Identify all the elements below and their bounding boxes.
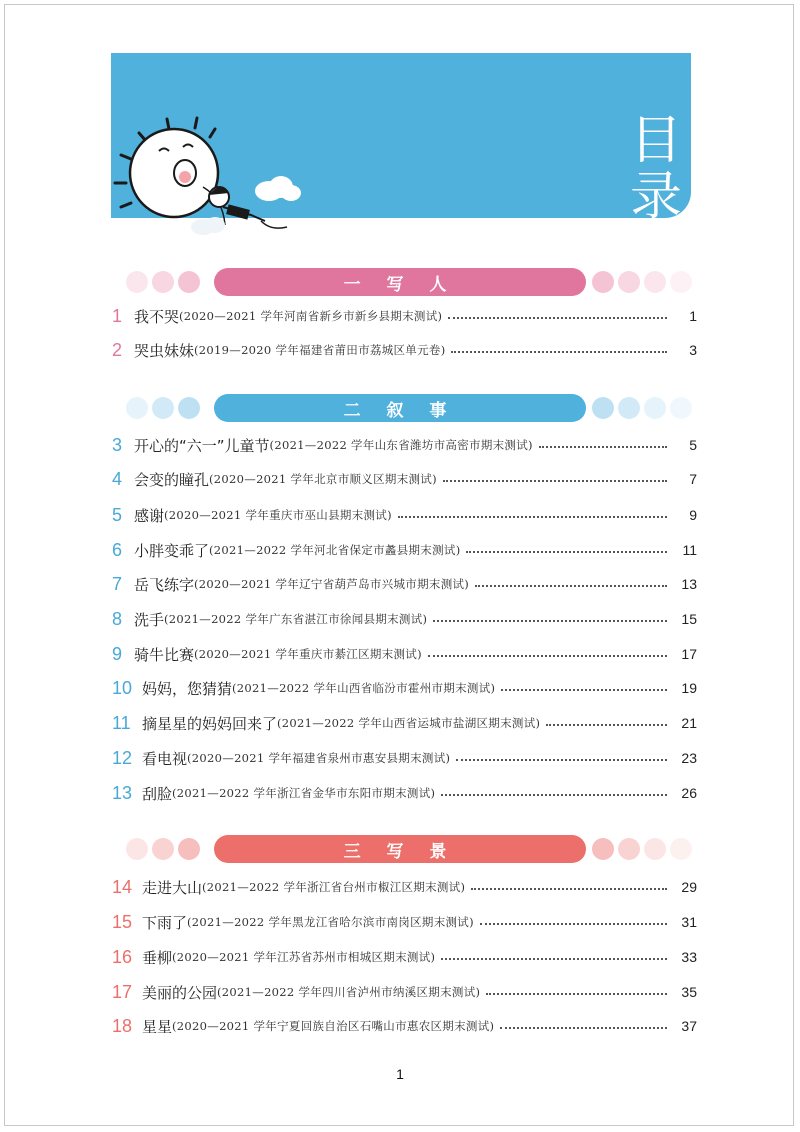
- entry-number: 14: [112, 876, 133, 897]
- entry-source: (2020—2021 学年重庆市巫山县期末测试): [164, 508, 392, 522]
- leader-dots: [451, 351, 667, 353]
- entry-number: 16: [112, 946, 133, 967]
- entry-title: 洗手: [134, 610, 165, 629]
- entry-title: 骑牛比赛: [134, 645, 195, 664]
- entry-page: 29: [681, 879, 697, 895]
- entry-source: (2020—2021 学年北京市顺义区期末测试): [209, 472, 437, 486]
- entry-number: 15: [112, 911, 133, 932]
- leader-dots: [441, 794, 667, 796]
- entry-number: 17: [112, 981, 133, 1002]
- entry-title: 我不哭: [134, 307, 180, 326]
- toc-entry[interactable]: [112, 503, 697, 527]
- toc-entry[interactable]: [112, 607, 697, 631]
- entry-source: (2021—2022 学年山东省潍坊市高密市期末测试): [269, 438, 533, 452]
- entry-page: 17: [681, 646, 697, 662]
- entry-number: 6: [112, 539, 123, 560]
- section-heading-people: [118, 268, 693, 296]
- entry-source: (2019—2020 学年福建省莆田市荔城区单元卷): [194, 343, 446, 357]
- entry-page: 37: [681, 1018, 697, 1034]
- leader-dots: [441, 958, 667, 960]
- toc-entry[interactable]: [112, 304, 697, 328]
- entry-source: (2021—2022 学年山西省临汾市霍州市期末测试): [232, 681, 496, 695]
- toc-entry[interactable]: [112, 781, 697, 805]
- entry-title: 看电视: [142, 749, 188, 768]
- entry-number: 2: [112, 339, 123, 360]
- toc-entry[interactable]: [112, 945, 697, 969]
- section-heading-narrative: [118, 394, 693, 422]
- entry-source: (2021—2022 学年黑龙江省哈尔滨市南岗区期末测试): [187, 915, 474, 929]
- leader-dots: [471, 888, 667, 890]
- entry-number: 11: [112, 712, 131, 733]
- entry-page: 13: [681, 576, 697, 592]
- entry-source: (2020—2021 学年重庆市綦江区期末测试): [194, 647, 422, 661]
- entry-number: 18: [112, 1015, 133, 1036]
- entry-source: (2021—2022 学年浙江省金华市东阳市期末测试): [172, 786, 436, 800]
- small-cloud-icon: [191, 217, 225, 235]
- entry-page: 5: [689, 437, 697, 453]
- entry-source: (2020—2021 学年福建省泉州市惠安县期末测试): [187, 751, 451, 765]
- entry-page: 15: [681, 611, 697, 627]
- leader-dots: [428, 655, 667, 657]
- toc-entry[interactable]: [112, 642, 697, 666]
- entry-page: 19: [681, 680, 697, 696]
- leader-dots: [486, 993, 667, 995]
- leader-dots: [539, 446, 667, 448]
- entry-title: 星星: [142, 1017, 173, 1036]
- leader-dots: [480, 923, 667, 925]
- leader-dots: [500, 1027, 667, 1029]
- title-char-2: 录: [629, 167, 682, 227]
- entry-title: 摘星星的妈妈回来了: [142, 714, 278, 733]
- toc-entry[interactable]: [112, 910, 697, 934]
- entry-source: (2021—2022 学年浙江省台州市椒江区期末测试): [202, 880, 466, 894]
- leader-dots: [501, 689, 667, 691]
- entry-page: 21: [681, 715, 697, 731]
- page-title: [625, 113, 687, 225]
- section-title: 三 写 景: [214, 835, 586, 863]
- entry-number: 8: [112, 608, 123, 629]
- leader-dots: [433, 620, 667, 622]
- toc-entry[interactable]: [112, 875, 697, 899]
- entry-title: 垂柳: [142, 948, 173, 967]
- leader-dots: [475, 585, 667, 587]
- entry-number: 12: [112, 747, 133, 768]
- entry-page: 26: [681, 785, 697, 801]
- entry-title: 下雨了: [142, 913, 188, 932]
- entry-source: (2020—2021 学年河南省新乡市新乡县期末测试): [179, 309, 443, 323]
- entry-source: (2020—2021 学年辽宁省葫芦岛市兴城市期末测试): [194, 577, 470, 591]
- cloud-icon: [255, 176, 301, 201]
- entry-number: 1: [112, 305, 123, 326]
- section-title: 一 写 人: [214, 268, 586, 296]
- entry-source: (2021—2022 学年广东省湛江市徐闻县期末测试): [164, 612, 428, 626]
- entry-number: 7: [112, 573, 123, 594]
- entry-title: 刮脸: [142, 784, 173, 803]
- entry-page: 31: [681, 914, 697, 930]
- footer-page-number: 1: [396, 1066, 404, 1082]
- entry-page: 3: [689, 342, 697, 358]
- title-char-1: 目: [629, 111, 682, 171]
- leader-dots: [456, 759, 667, 761]
- toc-entry[interactable]: [112, 433, 697, 457]
- entry-page: 11: [682, 542, 697, 558]
- entry-title: 岳飞练字: [134, 575, 195, 594]
- entry-title: 哭虫妹妹: [134, 341, 195, 360]
- entry-title: 美丽的公园: [142, 983, 218, 1002]
- entry-source: (2021—2022 学年山西省运城市盐湖区期末测试): [277, 716, 541, 730]
- entry-page: 1: [689, 308, 697, 324]
- leader-dots: [443, 480, 667, 482]
- entry-page: 9: [689, 507, 697, 523]
- entry-page: 33: [681, 949, 697, 965]
- entry-number: 10: [112, 677, 133, 698]
- entry-page: 7: [689, 471, 697, 487]
- section-heading-scenery: [118, 835, 693, 863]
- leader-dots: [398, 516, 667, 518]
- entry-number: 5: [112, 504, 123, 525]
- toc-entry[interactable]: [112, 338, 697, 362]
- leader-dots: [466, 551, 667, 553]
- entry-number: 4: [112, 468, 123, 489]
- toc-entry[interactable]: [112, 980, 697, 1004]
- toc-entry[interactable]: [112, 538, 697, 562]
- entry-title: 会变的瞳孔: [134, 470, 210, 489]
- toc-entry[interactable]: [112, 572, 697, 596]
- entry-number: 13: [112, 782, 133, 803]
- entry-number: 9: [112, 643, 123, 664]
- entry-source: (2021—2022 学年河北省保定市蠡县期末测试): [209, 543, 461, 557]
- entry-title: 走进大山: [142, 878, 203, 897]
- entry-page: 35: [681, 984, 697, 1000]
- entry-title: 感谢: [134, 506, 165, 525]
- entry-source: (2020—2021 学年宁夏回族自治区石嘴山市惠农区期末测试): [172, 1019, 495, 1033]
- sun-child-illustration: [111, 115, 311, 245]
- entry-title: 开心的“六一”儿童节: [134, 436, 270, 455]
- entry-source: (2021—2022 学年四川省泸州市纳溪区期末测试): [217, 985, 481, 999]
- entry-title: 小胖变乖了: [134, 541, 210, 560]
- entry-title: 妈妈，您猜猜: [142, 679, 233, 698]
- toc-entry[interactable]: [112, 676, 697, 700]
- leader-dots: [448, 317, 667, 319]
- leader-dots: [546, 724, 667, 726]
- toc-entry[interactable]: [112, 746, 697, 770]
- toc-entry[interactable]: [112, 711, 697, 735]
- toc-entry[interactable]: [112, 467, 697, 491]
- entry-page: 23: [681, 750, 697, 766]
- toc-entry[interactable]: [112, 1014, 697, 1038]
- section-title: 二 叙 事: [214, 394, 586, 422]
- entry-source: (2020—2021 学年江苏省苏州市相城区期末测试): [172, 950, 436, 964]
- entry-number: 3: [112, 434, 123, 455]
